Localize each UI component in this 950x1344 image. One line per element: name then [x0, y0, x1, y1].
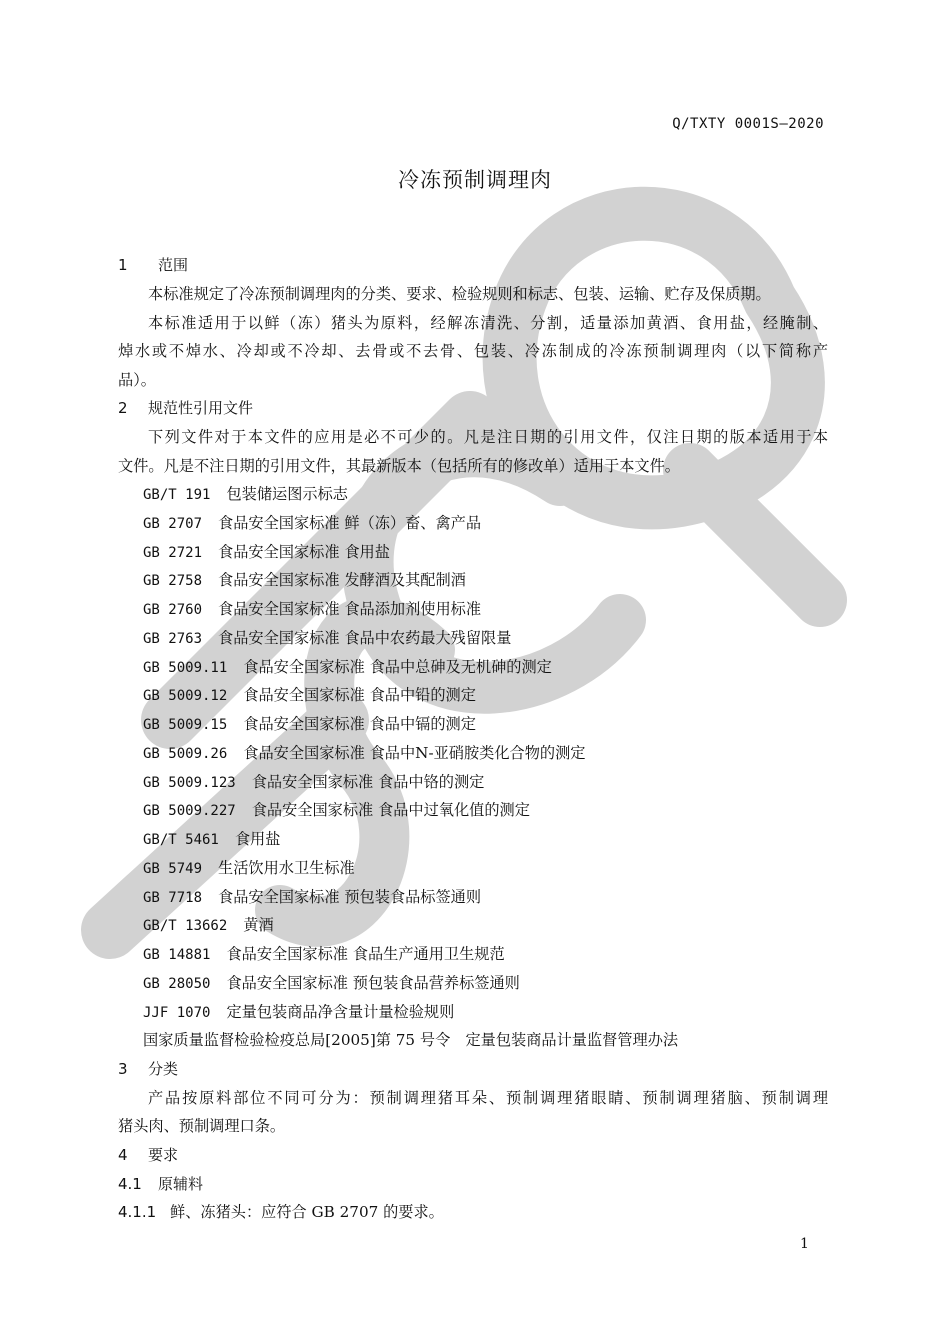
reference-title: 食品安全国家标准 食品添加剂使用标准: [218, 600, 482, 618]
reference-title: 食用盐: [234, 830, 281, 848]
reference-item: [143, 915, 853, 936]
reference-item: [143, 1002, 853, 1023]
section-title: 分类: [148, 1060, 179, 1078]
reference-item: [143, 772, 853, 793]
reference-item: [143, 570, 853, 591]
reference-code: GB 5009.227: [143, 803, 236, 820]
reference-title: 包装储运图示标志: [226, 485, 348, 503]
reference-title: 食品安全国家标准 鲜（冻）畜、禽产品: [218, 513, 482, 532]
reference-item: 国家质量监督检验检疫总局[2005]第 75 号令 定量包装商品计量监督管理办法: [143, 1031, 679, 1049]
reference-code: GB 5009.26: [143, 745, 228, 762]
paragraph: 文件。凡是不注日期的引用文件，其最新版本（包括所有的修改单）适用于本文件。: [118, 457, 680, 475]
reference-item: [143, 628, 853, 649]
section-number: 2: [118, 399, 128, 417]
reference-code: GB 5749: [143, 860, 203, 877]
paragraph: 本标准规定了冷冻预制调理肉的分类、要求、检验规则和标志、包装、运输、贮存及保质期。: [148, 285, 771, 303]
section-4-heading: [118, 1145, 828, 1165]
reference-code: JJF 1070: [143, 1004, 211, 1021]
reference-code: GB 28050: [143, 975, 211, 992]
paragraph: 下列文件对于本文件的应用是必不可少的。凡是注日期的引用文件，仅注日期的版本适用于本: [148, 428, 828, 446]
reference-title: 黄酒: [243, 916, 274, 935]
reference-code: GB 2707: [143, 515, 203, 532]
reference-title: 食品安全国家标准 食品中铅的测定: [243, 686, 476, 705]
paragraph: 品）。: [118, 371, 156, 389]
reference-item: [143, 657, 853, 678]
reference-item: [143, 513, 853, 534]
paragraph: 产品按原料部位不同可分为：预制调理猪耳朵、预制调理猪眼睛、预制调理猪脑、预制调理: [148, 1089, 828, 1107]
clause-4-1-1: [118, 1202, 828, 1222]
reference-title: 食品安全国家标准 食品中总砷及无机砷的测定: [243, 657, 552, 676]
reference-item: [143, 944, 853, 965]
reference-title: 食品安全国家标准 食品中铬的测定: [251, 772, 485, 791]
reference-title: 食品安全国家标准 发酵酒及其配制酒: [218, 571, 466, 590]
reference-code: GB/T 5461: [143, 832, 219, 848]
section-3-heading: [118, 1059, 828, 1079]
section-number: 4: [118, 1146, 128, 1164]
reference-item: [143, 858, 853, 879]
reference-item: [143, 599, 853, 620]
section-title: 范围: [158, 256, 189, 274]
section-1-heading: [118, 255, 828, 275]
reference-code: GB 14881: [143, 947, 211, 963]
reference-item: [143, 743, 853, 764]
clause-text: 鲜、冻猪头：应符合 GB 2707 的要求。: [170, 1203, 444, 1221]
reference-item: [143, 887, 853, 908]
reference-title: 食品安全国家标准 食品生产通用卫生规范: [226, 945, 505, 963]
reference-item: [143, 973, 853, 994]
reference-item: [143, 714, 853, 735]
paragraph: 焯水或不焯水、冷却或不冷却、去骨或不去骨、包装、冷冻制成的冷冻预制调理肉（以下简称产: [118, 342, 828, 360]
section-number: 1: [118, 256, 128, 274]
reference-item: [143, 542, 853, 563]
reference-code: GB 7718: [143, 889, 203, 906]
subsection-4-1-heading: [118, 1174, 828, 1194]
reference-code: GB 5009.12: [143, 688, 228, 705]
reference-title: 生活饮用水卫生标准: [218, 858, 355, 877]
reference-code: GB 5009.15: [143, 717, 228, 733]
reference-item: [143, 800, 853, 821]
reference-code: GB/T 191: [143, 487, 211, 503]
reference-code: GB 2763: [143, 630, 203, 647]
reference-code: GB/T 13662: [143, 918, 228, 935]
reference-code: GB 5009.123: [143, 774, 236, 791]
reference-title: 食品安全国家标准 食品中镉的测定: [243, 715, 476, 733]
section-title: 原辅料: [158, 1175, 204, 1193]
section-number: 3: [118, 1060, 128, 1078]
reference-title: 食品安全国家标准 食品中农药最大残留限量: [218, 628, 512, 647]
reference-code: GB 2721: [143, 544, 203, 561]
paragraph: 本标准适用于以鲜（冻）猪头为原料，经解冻清洗、分割，适量添加黄酒、食用盐，经腌制、: [148, 314, 828, 332]
reference-title: 定量包装商品净含量计量检验规则: [226, 1002, 455, 1021]
section-number: 4.1: [118, 1175, 142, 1193]
reference-item: [143, 484, 853, 505]
standard-code: Q/TXTY 0001S—2020: [672, 116, 824, 132]
reference-title: 食品安全国家标准 预包装食品营养标签通则: [226, 973, 520, 992]
reference-title: 食品安全国家标准 食品中过氧化值的测定: [251, 801, 530, 820]
reference-item: [143, 685, 853, 706]
reference-item: [143, 829, 853, 850]
section-title: 规范性引用文件: [148, 399, 254, 417]
reference-code: GB 5009.11: [143, 659, 228, 676]
paragraph: 猪头肉、预制调理口条。: [118, 1117, 286, 1135]
section-2-heading: [118, 398, 828, 418]
section-title: 要求: [148, 1146, 179, 1164]
page-number: 1: [800, 1236, 809, 1252]
reference-title: 食品安全国家标准 预包装食品标签通则: [218, 887, 482, 906]
reference-title: 食品安全国家标准 食用盐: [218, 542, 390, 561]
document-title: 冷冻预制调理肉: [398, 168, 552, 192]
reference-title: 食品安全国家标准 食品中N-亚硝胺类化合物的测定: [243, 743, 586, 762]
reference-code: GB 2758: [143, 573, 203, 590]
reference-code: GB 2760: [143, 602, 203, 618]
clause-number: 4.1.1: [118, 1203, 157, 1221]
